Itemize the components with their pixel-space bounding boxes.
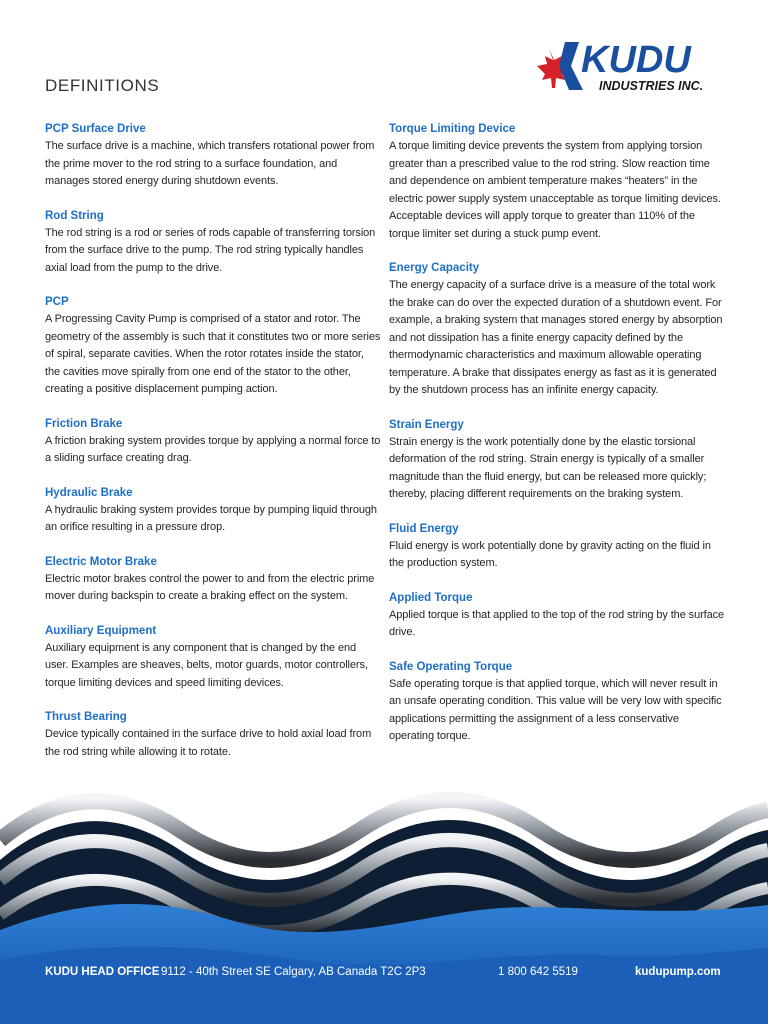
definition-text: Electric motor brakes control the power to and from the electric prime mover during backspin to create a braking effect on the system. xyxy=(45,572,375,602)
definition-term: Friction Brake xyxy=(45,417,123,430)
definition-text: Auxiliary equipment is any component that is changed by the end user. Examples are sheaves, belts, motor guards, motor controllers, torque limiting devices and speed limiting devices. xyxy=(45,641,368,689)
definition-entry xyxy=(45,120,381,191)
logo-main-text: KUDU xyxy=(581,39,691,81)
definition-term: Auxiliary Equipment xyxy=(45,624,157,637)
definition-text: Strain energy is the work potentially done by the elastic torsional deformation of the rod string. Strain energy is typically of a smaller magnitude than the fluid energy, but can be released more quickly; thereby, placing different requirements on the braking system. xyxy=(389,435,707,500)
definition-term: Electric Motor Brake xyxy=(45,555,157,568)
definition-entry xyxy=(45,553,381,606)
footer-address: 9112 - 40th Street SE Calgary, AB Canada T2C 2P3 xyxy=(161,966,426,978)
kudu-logo xyxy=(535,36,725,98)
right-column xyxy=(389,120,725,762)
definition-term: Strain Energy xyxy=(389,418,464,431)
definition-entry xyxy=(389,658,725,746)
page-title: DEFINITIONS xyxy=(45,76,160,95)
definition-text: A hydraulic braking system provides torque by pumping liquid through an orifice resulting in a pressure drop. xyxy=(45,503,377,533)
definition-term: PCP xyxy=(45,296,69,308)
definition-entry xyxy=(45,415,381,468)
definition-term: Applied Torque xyxy=(389,591,473,604)
footer xyxy=(0,958,768,988)
definition-term: Rod String xyxy=(45,209,104,222)
logo-sub-text: INDUSTRIES INC. xyxy=(599,79,704,93)
definition-entry xyxy=(45,708,381,761)
definition-text: A torque limiting device prevents the system from applying torsion greater than a prescribed value to the rod string. Slow reaction time and dependence on ambient temperature makes “heaters” in the electric power supply system unacceptable as torque limiting devices. Acceptable devices will apply torque to greater than 110% of the torque limiter set during a stuck pump event. xyxy=(389,140,721,240)
definition-entry xyxy=(389,120,725,243)
definition-term: Hydraulic Brake xyxy=(45,486,133,499)
definition-entry xyxy=(389,520,725,573)
definition-text: Device typically contained in the surface drive to hold axial load from the rod string while allowing it to rotate. xyxy=(45,728,372,758)
definition-entry xyxy=(389,259,725,400)
definition-entry xyxy=(45,293,381,399)
definition-text: Fluid energy is work potentially done by gravity acting on the fluid in the production system. xyxy=(389,539,711,569)
definition-term: Thrust Bearing xyxy=(45,711,127,723)
left-column xyxy=(45,120,381,777)
definition-text: A Progressing Cavity Pump is comprised of a stator and rotor. The geometry of the assembly is such that it constitutes two or more series of spiral, separate cavities. When the rotor rotates inside the stator, the cavities move spirally from one end of the stator to the other, creating a positive displacement pumping action. xyxy=(45,313,381,395)
definition-entry xyxy=(389,416,725,504)
definition-entry xyxy=(45,207,381,278)
definition-entry xyxy=(45,484,381,537)
definition-text: The energy capacity of a surface drive is a measure of the total work the brake can do over the expected duration of a shutdown event. For example, a braking system that manages stored energy by absorption and not dissipation has a finite energy capacity defined by the thermodynamic characteristics and maximum allowable operating temperature. A brake that dissipates energy as fast as it is generated by the shutdown process has an infinite energy capacity. xyxy=(389,279,723,396)
definition-entry xyxy=(45,622,381,693)
definition-entry xyxy=(389,589,725,642)
definition-text: Safe operating torque is that applied torque, which will never result in an unsafe operating condition. This value will be very low with specific applications permitting the assignment of a less conservative operating torque. xyxy=(389,677,722,742)
definition-term: Fluid Energy xyxy=(389,522,459,535)
definition-term: PCP Surface Drive xyxy=(45,123,146,135)
definition-text: The surface drive is a machine, which transfers rotational power from the prime mover to the rod string to a surface foundation, and manages stored energy during shutdown events. xyxy=(45,140,375,187)
footer-phone: 1 800 642 5519 xyxy=(498,966,578,978)
definition-text: A friction braking system provides torque by applying a normal force to a sliding surface creating drag. xyxy=(45,434,381,464)
footer-office-label: KUDU HEAD OFFICE xyxy=(45,966,160,978)
definition-term: Torque Limiting Device xyxy=(389,123,516,135)
definition-text: Applied torque is that applied to the top of the rod string by the surface drive. xyxy=(389,608,725,638)
logo-swoosh-icon xyxy=(559,42,583,90)
definition-term: Safe Operating Torque xyxy=(389,660,513,673)
definition-term: Energy Capacity xyxy=(389,262,480,274)
footer-website-link[interactable]: kudupump.com xyxy=(635,966,721,978)
definition-text: The rod string is a rod or series of rods capable of transferring torsion from the surface drive to the pump. The rod string typically handles axial load from the pump to the drive. xyxy=(45,226,376,274)
